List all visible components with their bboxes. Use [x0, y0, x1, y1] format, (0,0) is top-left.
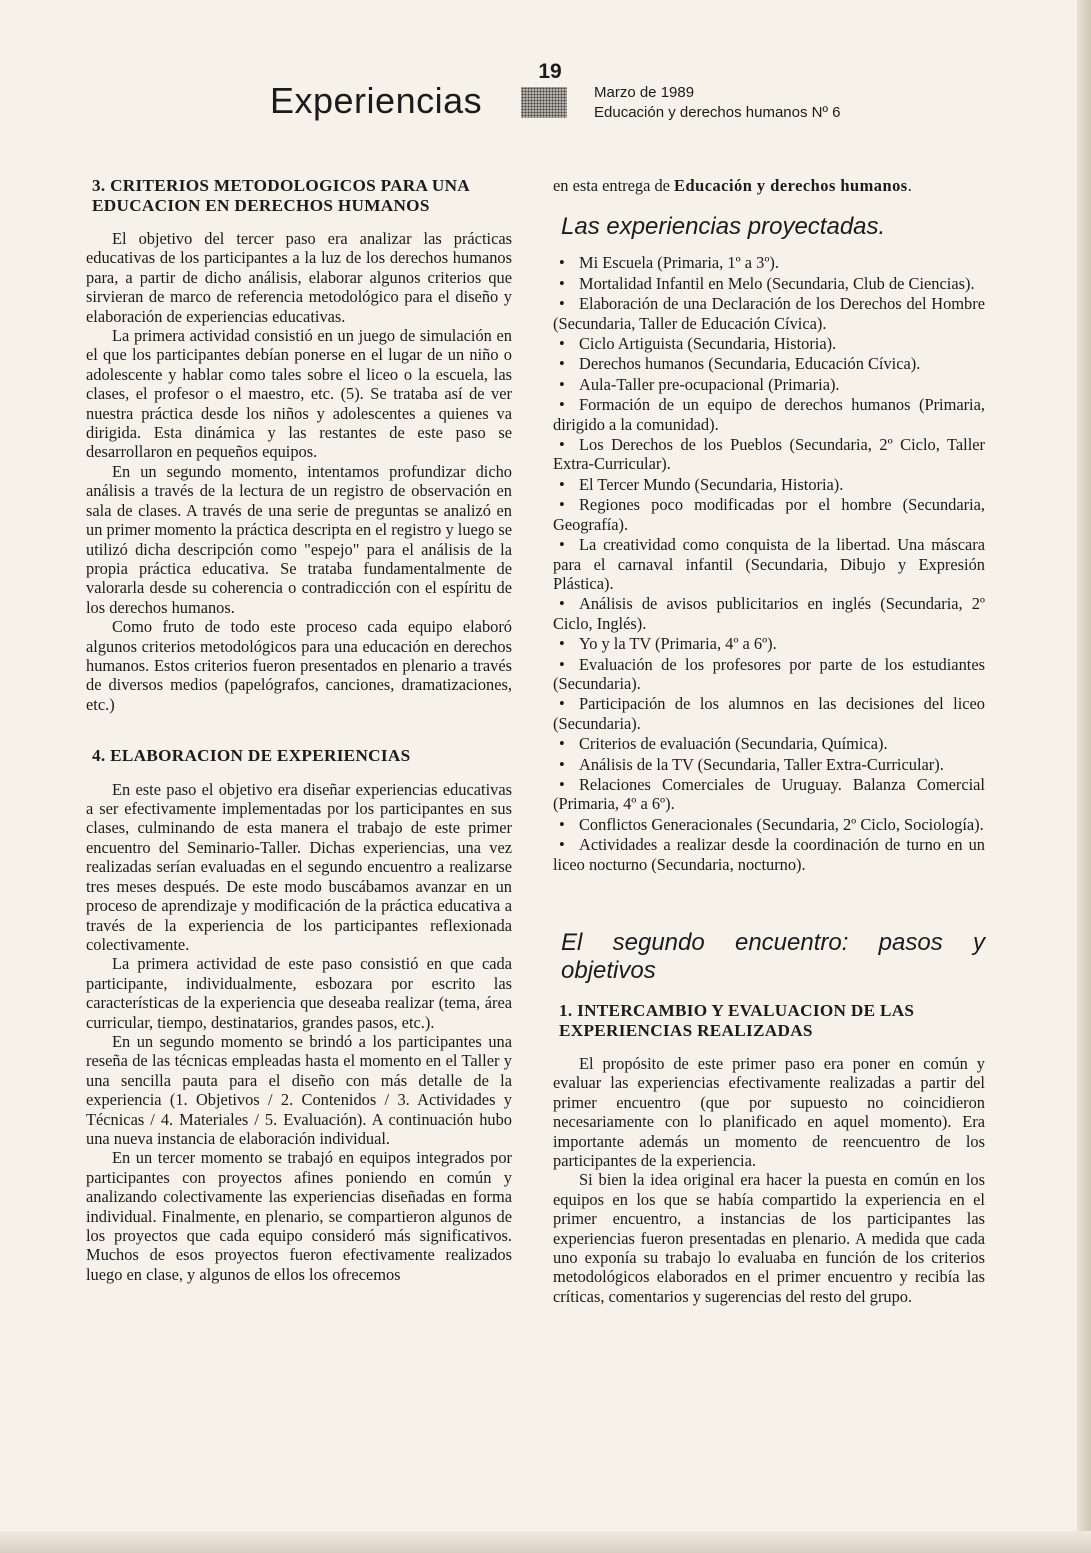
project-text: Análisis de la TV (Secundaria, Taller Extra-Curricular). [579, 754, 944, 774]
project-text: Evaluación de los profesores por parte de los estudiantes (Secundaria). [553, 654, 985, 693]
bullet-icon: • [559, 594, 565, 614]
page-edge-shadow [1077, 0, 1091, 1553]
page-number: 19 [538, 60, 562, 83]
bullet-icon: • [559, 395, 565, 415]
project-list-item [553, 475, 985, 494]
project-text: Los Derechos de los Pueblos (Secundaria, 2º Ciclo, Taller Extra-Curricular). [553, 435, 985, 474]
project-list-item [553, 354, 985, 373]
bullet-icon: • [559, 694, 565, 714]
dotted-block-ornament [521, 87, 567, 118]
section-title: Experiencias [270, 80, 483, 121]
project-text: Derechos humanos (Secundaria, Educación Cívica). [579, 354, 921, 374]
project-text: Mi Escuela (Primaria, 1º a 3º). [579, 253, 779, 273]
paragraph: El propósito de este primer paso era poner en común y evaluar las experiencias efectivamente realizadas a partir del primer encuentro (que por supuesto no coincidieron necesariamente con lo planificado en aquel momento). Era importante además un momento de reencuentro de los participantes de la experiencia. [553, 1054, 985, 1171]
project-text: El Tercer Mundo (Secundaria, Historia). [579, 474, 844, 494]
project-list-item [553, 694, 985, 733]
bullet-icon: • [559, 354, 565, 374]
project-list-item [553, 495, 985, 534]
projected-experiences-title: Las experiencias proyectadas. [561, 213, 886, 241]
bullet-icon: • [559, 814, 565, 834]
project-list-item [553, 334, 985, 353]
project-text: Ciclo Artiguista (Secundaria, Historia). [579, 334, 837, 354]
bullet-icon: • [559, 273, 565, 293]
project-list-item [553, 734, 985, 753]
page-bottom-shadow [0, 1531, 1091, 1553]
project-text: Actividades a realizar desde la coordinación de turno en un liceo nocturno (Secundaria, nocturno). [553, 835, 985, 874]
publication-title: Educación y derechos humanos Nº 6 [594, 104, 841, 121]
project-text: Aula-Taller pre-ocupacional (Primaria). [579, 374, 840, 394]
project-text: Mortalidad Infantil en Melo (Secundaria, Club de Ciencias). [579, 273, 975, 293]
project-text: Formación de un equipo de derechos humanos (Primaria, dirigido a la comunidad). [553, 395, 985, 434]
paragraph: La primera actividad de este paso consistió en que cada participante, individualmente, esbozara por escrito las características de la experiencia que deseaba realizar (tema, área curricular, tiempo, destinatarios, grandes pasos, etc.). [86, 954, 512, 1032]
paragraph: En un segundo momento se brindó a los participantes una reseña de las técnicas empleadas hasta el momento en el Taller y una sencilla pauta para el diseño con más detalle de la experiencia (1. Objetivos / 2. Contenidos / 3. Actividades y Técnicas / 4. Materiales / 5. Evaluación). A continuación hubo una nueva instancia de elaboración individual. [86, 1031, 512, 1148]
paragraph: En un segundo momento, intentamos profundizar dicho análisis a través de la lectura de un registro de observación en sala de clases. A través de una serie de preguntas se analizó en un primer momento la práctica descripta en el registro y luego se utilizó dicha descripción como "espejo" para el análisis de la propia práctica educativa. Se trataba fundamentalmente de valorarla desde su coherencia o contradicción con el espíritu de los derechos humanos. [86, 461, 512, 617]
project-text: Relaciones Comerciales de Uruguay. Balanza Comercial (Primaria, 4º a 6º). [553, 774, 985, 814]
right-column [553, 176, 985, 1320]
bullet-icon: • [559, 754, 565, 774]
continuation-text: en esta entrega de [553, 176, 675, 195]
project-text: Participación de los alumnos en las decisiones del liceo (Secundaria). [553, 694, 985, 733]
section-4-heading: 4. ELABORACION DE EXPERIENCIAS [92, 746, 411, 766]
paragraph: En este paso el objetivo era diseñar experiencias educativas a ser efectivamente implementadas por los participantes en sus clases, culminando de esta manera el trabajo de este primer encuentro del Seminario-Taller. Dichas experiencias, una vez realizadas serían evaluadas en el segundo encuentro a realizarse tres meses después. De este modo buscábamos avanzar en un proceso de aprendizaje y modificación de la práctica educativa a través de la experiencia de los participantes reflexionada colectivamente. [86, 779, 512, 954]
section-1-heading: 1. INTERCAMBIO Y EVALUACION DE LAS EXPERIENCIAS REALIZADAS [559, 1001, 915, 1040]
bullet-icon: • [559, 374, 565, 394]
project-text: Elaboración de una Declaración de los Derechos del Hombre (Secundaria, Taller de Educación Cívica). [553, 294, 985, 333]
bullet-icon: • [559, 495, 565, 515]
project-list-item [553, 375, 985, 394]
bullet-icon: • [559, 294, 565, 314]
project-text: Yo y la TV (Primaria, 4º a 6º). [579, 634, 777, 654]
project-list-item [553, 655, 985, 694]
project-text: Regiones poco modificadas por el hombre (Secundaria, Geografía). [553, 495, 985, 534]
bullet-icon: • [559, 634, 565, 654]
project-text: Conflictos Generacionales (Secundaria, 2º Ciclo, Sociología). [579, 814, 984, 834]
project-list-item [553, 815, 985, 834]
bullet-icon: • [559, 435, 565, 455]
section-3-body [86, 229, 512, 714]
paragraph: Si bien la idea original era hacer la puesta en común en los equipos en los que se había compartido la experiencia en el primer encuentro, a instancias de los participantes las experiencias fueron presentadas en plenario. A medida que cada uno exponía su trabajo lo evaluaba en función de los criterios metodológicos elaborados en el primer encuentro y recibía las críticas, comentarios y sugerencias del resto del grupo. [553, 1170, 985, 1306]
bullet-icon: • [559, 535, 565, 555]
second-meeting-title: El segundo encuentro: pasos y objetivos [561, 929, 985, 984]
project-list-item [553, 775, 985, 814]
project-list-item [553, 535, 985, 593]
bullet-icon: • [559, 474, 565, 494]
bullet-icon: • [559, 253, 565, 273]
bullet-icon: • [559, 835, 565, 855]
project-list-item [553, 274, 985, 293]
section-3-heading: 3. CRITERIOS METODOLOGICOS PARA UNA EDUCACION EN DERECHOS HUMANOS [92, 176, 470, 215]
project-list-item [553, 395, 985, 434]
bullet-icon: • [559, 734, 565, 754]
publication-reference: Educación y derechos humanos [674, 176, 908, 195]
projects-list [553, 253, 985, 874]
paragraph: El objetivo del tercer paso era analizar las prácticas educativas de los participantes a la luz de los derechos humanos para, a partir de dicho análisis, elaborar algunos criterios que sirvieran de marco de referencia metodológico para el diseño y elaboración de experiencias educativas. [86, 229, 512, 326]
bullet-icon: • [559, 654, 565, 674]
paragraph: Como fruto de todo este proceso cada equipo elaboró algunos criterios metodológicos para una educación en derechos humanos. Estos criterios fueron presentados en plenario a través de diversos medios (papelógrafos, canciones, dramatizaciones, etc.) [86, 617, 512, 714]
continuation-paragraph [553, 176, 985, 195]
section-4-body [86, 780, 512, 1285]
project-text: Análisis de avisos publicitarios en inglés (Secundaria, 2º Ciclo, Inglés). [553, 594, 985, 633]
bullet-icon: • [559, 334, 565, 354]
paragraph: En un tercer momento se trabajó en equipos integrados por participantes con proyectos afines poniendo en común y analizando colectivamente las experiencias diseñadas en forma individual. Finalmente, en plenario, se compartieron algunos de los proyectos que cada equipo consideró más significativos. Muchos de esos proyectos fueron efectivamente realizados luego en clase, y algunos de ellos los ofrecemos [86, 1148, 512, 1284]
issue-date: Marzo de 1989 [594, 84, 695, 101]
project-list-item [553, 835, 985, 874]
project-list-item [553, 253, 985, 272]
project-list-item [553, 634, 985, 653]
project-list-item [553, 294, 985, 333]
left-column [86, 176, 512, 1298]
project-list-item [553, 435, 985, 474]
project-text: Criterios de evaluación (Secundaria, Química). [579, 734, 888, 754]
bullet-icon: • [559, 774, 565, 794]
section-1-body [553, 1054, 985, 1306]
project-list-item [553, 755, 985, 774]
project-text: La creatividad como conquista de la libertad. Una máscara para el carnaval infantil (Secundaria, Dibujo y Expresión Plástica). [553, 535, 985, 593]
continuation-end: . [907, 176, 912, 195]
paragraph: La primera actividad consistió en un juego de simulación en el que los participantes debían ponerse en el lugar de un niño o adolescente y hablar como tales sobre el liceo o la escuela, las clases, el profesor o el maestro, etc. (5). Se trataba así de ver nuestra práctica desde los niños y adolescentes a quienes va dirigida. Esta dinámica y las restantes de este paso se desarrollaron en pequeños equipos. [86, 326, 512, 462]
project-list-item [553, 594, 985, 633]
